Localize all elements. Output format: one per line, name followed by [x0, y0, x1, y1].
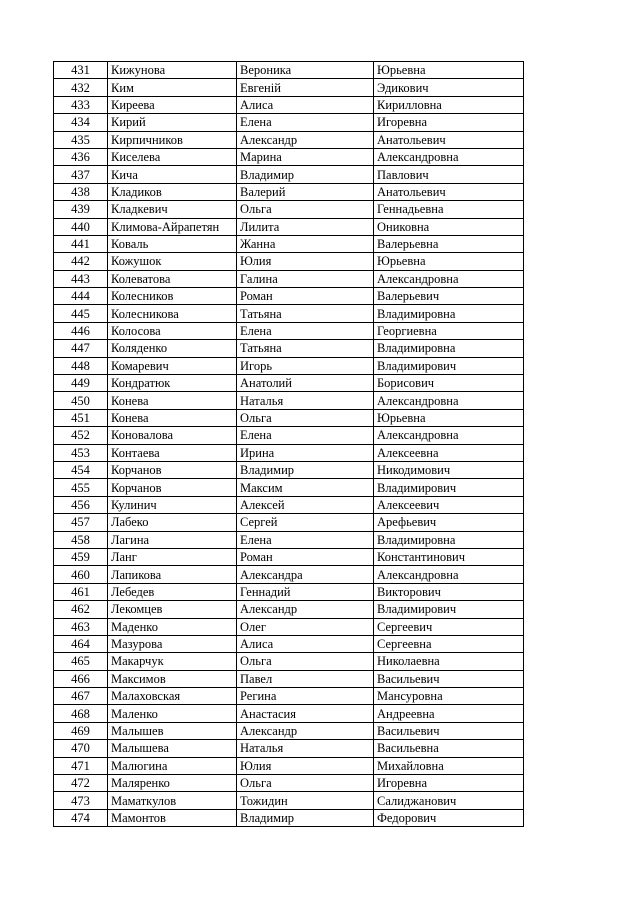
patronymic-cell: Александровна — [374, 148, 524, 165]
table-row — [54, 809, 524, 826]
table-row — [54, 618, 524, 635]
patronymic-cell: Александровна — [374, 566, 524, 583]
first-name-cell: Владимир — [237, 809, 374, 826]
patronymic-cell: Викторович — [374, 583, 524, 600]
patronymic-cell: Александровна — [374, 270, 524, 287]
table-row — [54, 566, 524, 583]
last-name-cell: Маматкулов — [108, 792, 237, 809]
first-name-cell: Алиса — [237, 96, 374, 113]
table-row — [54, 114, 524, 131]
first-name-cell: Татьяна — [237, 340, 374, 357]
first-name-cell: Вероника — [237, 62, 374, 79]
patronymic-cell: Александровна — [374, 427, 524, 444]
table-row — [54, 583, 524, 600]
table-row — [54, 166, 524, 183]
first-name-cell: Ольга — [237, 775, 374, 792]
patronymic-cell: Федорович — [374, 809, 524, 826]
row-number: 432 — [54, 79, 108, 96]
row-number: 436 — [54, 148, 108, 165]
first-name-cell: Владимир — [237, 461, 374, 478]
table-row — [54, 740, 524, 757]
last-name-cell: Ким — [108, 79, 237, 96]
patronymic-cell: Мансуровна — [374, 688, 524, 705]
table-row — [54, 427, 524, 444]
table-row — [54, 79, 524, 96]
row-number: 442 — [54, 253, 108, 270]
patronymic-cell: Алексеевич — [374, 496, 524, 513]
last-name-cell: Конева — [108, 409, 237, 426]
first-name-cell: Анатолий — [237, 375, 374, 392]
patronymic-cell: Юрьевна — [374, 409, 524, 426]
patronymic-cell: Анатольевич — [374, 131, 524, 148]
patronymic-cell: Константинович — [374, 548, 524, 565]
row-number: 456 — [54, 496, 108, 513]
last-name-cell: Кондратюк — [108, 375, 237, 392]
table-row — [54, 705, 524, 722]
first-name-cell: Роман — [237, 288, 374, 305]
patronymic-cell: Никодимович — [374, 461, 524, 478]
patronymic-cell: Ониковна — [374, 218, 524, 235]
first-name-cell: Геннадий — [237, 583, 374, 600]
last-name-cell: Киселева — [108, 148, 237, 165]
last-name-cell: Корчанов — [108, 479, 237, 496]
patronymic-cell: Борисович — [374, 375, 524, 392]
last-name-cell: Коляденко — [108, 340, 237, 357]
first-name-cell: Елена — [237, 427, 374, 444]
last-name-cell: Мазурова — [108, 635, 237, 652]
table-row — [54, 757, 524, 774]
patronymic-cell: Владимирович — [374, 357, 524, 374]
last-name-cell: Малаховская — [108, 688, 237, 705]
table-row — [54, 340, 524, 357]
first-name-cell: Алексей — [237, 496, 374, 513]
row-number: 467 — [54, 688, 108, 705]
row-number: 468 — [54, 705, 108, 722]
row-number: 469 — [54, 722, 108, 739]
row-number: 443 — [54, 270, 108, 287]
patronymic-cell: Владимирович — [374, 479, 524, 496]
last-name-cell: Кижунова — [108, 62, 237, 79]
last-name-cell: Маденко — [108, 618, 237, 635]
row-number: 458 — [54, 531, 108, 548]
last-name-cell: Контаева — [108, 444, 237, 461]
row-number: 445 — [54, 305, 108, 322]
first-name-cell: Марина — [237, 148, 374, 165]
table-row — [54, 461, 524, 478]
last-name-cell: Лабеко — [108, 514, 237, 531]
last-name-cell: Киреева — [108, 96, 237, 113]
first-name-cell: Елена — [237, 114, 374, 131]
last-name-cell: Комаревич — [108, 357, 237, 374]
patronymic-cell: Игоревна — [374, 775, 524, 792]
first-name-cell: Регина — [237, 688, 374, 705]
table-row — [54, 775, 524, 792]
table-row — [54, 218, 524, 235]
row-number: 450 — [54, 392, 108, 409]
last-name-cell: Лебедев — [108, 583, 237, 600]
last-name-cell: Кладиков — [108, 183, 237, 200]
table-row — [54, 444, 524, 461]
table-row — [54, 288, 524, 305]
first-name-cell: Павел — [237, 670, 374, 687]
row-number: 472 — [54, 775, 108, 792]
first-name-cell: Наталья — [237, 740, 374, 757]
patronymic-cell: Сергеевич — [374, 618, 524, 635]
first-name-cell: Сергей — [237, 514, 374, 531]
first-name-cell: Александр — [237, 131, 374, 148]
last-name-cell: Лагина — [108, 531, 237, 548]
row-number: 441 — [54, 235, 108, 252]
table-row — [54, 148, 524, 165]
row-number: 431 — [54, 62, 108, 79]
table-row — [54, 409, 524, 426]
row-number: 474 — [54, 809, 108, 826]
row-number: 433 — [54, 96, 108, 113]
first-name-cell: Юлия — [237, 253, 374, 270]
patronymic-cell: Владимировна — [374, 340, 524, 357]
row-number: 460 — [54, 566, 108, 583]
patronymic-cell: Михайловна — [374, 757, 524, 774]
table-row — [54, 357, 524, 374]
last-name-cell: Малышева — [108, 740, 237, 757]
row-number: 463 — [54, 618, 108, 635]
last-name-cell: Коновалова — [108, 427, 237, 444]
table-row — [54, 653, 524, 670]
patronymic-cell: Геннадьевна — [374, 201, 524, 218]
table-row — [54, 305, 524, 322]
last-name-cell: Колеватова — [108, 270, 237, 287]
patronymic-cell: Сергеевна — [374, 635, 524, 652]
row-number: 470 — [54, 740, 108, 757]
patronymic-cell: Валерьевна — [374, 235, 524, 252]
last-name-cell: Кирпичников — [108, 131, 237, 148]
last-name-cell: Колесников — [108, 288, 237, 305]
row-number: 452 — [54, 427, 108, 444]
row-number: 461 — [54, 583, 108, 600]
table-row — [54, 62, 524, 79]
table-row — [54, 514, 524, 531]
table-row — [54, 548, 524, 565]
row-number: 451 — [54, 409, 108, 426]
row-number: 464 — [54, 635, 108, 652]
table-row — [54, 322, 524, 339]
first-name-cell: Владимир — [237, 166, 374, 183]
last-name-cell: Корчанов — [108, 461, 237, 478]
patronymic-cell: Андреевна — [374, 705, 524, 722]
table-row — [54, 375, 524, 392]
first-name-cell: Наталья — [237, 392, 374, 409]
last-name-cell: Кладкевич — [108, 201, 237, 218]
table-row — [54, 601, 524, 618]
table-row — [54, 670, 524, 687]
row-number: 473 — [54, 792, 108, 809]
row-number: 444 — [54, 288, 108, 305]
first-name-cell: Евгеній — [237, 79, 374, 96]
patronymic-cell: Николаевна — [374, 653, 524, 670]
first-name-cell: Игорь — [237, 357, 374, 374]
last-name-cell: Маленко — [108, 705, 237, 722]
last-name-cell: Мамонтов — [108, 809, 237, 826]
first-name-cell: Алиса — [237, 635, 374, 652]
first-name-cell: Татьяна — [237, 305, 374, 322]
last-name-cell: Лапикова — [108, 566, 237, 583]
row-number: 448 — [54, 357, 108, 374]
first-name-cell: Валерий — [237, 183, 374, 200]
first-name-cell: Анастасия — [237, 705, 374, 722]
first-name-cell: Лилита — [237, 218, 374, 235]
roster-body — [54, 62, 524, 827]
table-row — [54, 183, 524, 200]
row-number: 455 — [54, 479, 108, 496]
first-name-cell: Тожидин — [237, 792, 374, 809]
first-name-cell: Галина — [237, 270, 374, 287]
last-name-cell: Колесникова — [108, 305, 237, 322]
table-row — [54, 635, 524, 652]
row-number: 466 — [54, 670, 108, 687]
patronymic-cell: Арефьевич — [374, 514, 524, 531]
last-name-cell: Маляренко — [108, 775, 237, 792]
last-name-cell: Ланг — [108, 548, 237, 565]
row-number: 457 — [54, 514, 108, 531]
patronymic-cell: Владимировна — [374, 531, 524, 548]
first-name-cell: Александра — [237, 566, 374, 583]
table-row — [54, 131, 524, 148]
last-name-cell: Малюгина — [108, 757, 237, 774]
last-name-cell: Кулинич — [108, 496, 237, 513]
first-name-cell: Александр — [237, 601, 374, 618]
row-number: 453 — [54, 444, 108, 461]
last-name-cell: Кожушок — [108, 253, 237, 270]
patronymic-cell: Юрьевна — [374, 253, 524, 270]
patronymic-cell: Валерьевич — [374, 288, 524, 305]
row-number: 440 — [54, 218, 108, 235]
table-row — [54, 479, 524, 496]
table-row — [54, 531, 524, 548]
row-number: 465 — [54, 653, 108, 670]
row-number: 447 — [54, 340, 108, 357]
patronymic-cell: Анатольевич — [374, 183, 524, 200]
first-name-cell: Ольга — [237, 409, 374, 426]
first-name-cell: Елена — [237, 322, 374, 339]
patronymic-cell: Павлович — [374, 166, 524, 183]
last-name-cell: Кирий — [108, 114, 237, 131]
patronymic-cell: Алексеевна — [374, 444, 524, 461]
row-number: 438 — [54, 183, 108, 200]
patronymic-cell: Владимировна — [374, 305, 524, 322]
first-name-cell: Жанна — [237, 235, 374, 252]
row-number: 459 — [54, 548, 108, 565]
row-number: 434 — [54, 114, 108, 131]
table-row — [54, 96, 524, 113]
first-name-cell: Александр — [237, 722, 374, 739]
table-row — [54, 235, 524, 252]
first-name-cell: Юлия — [237, 757, 374, 774]
first-name-cell: Максим — [237, 479, 374, 496]
last-name-cell: Колосова — [108, 322, 237, 339]
first-name-cell: Ольга — [237, 653, 374, 670]
first-name-cell: Ольга — [237, 201, 374, 218]
patronymic-cell: Эдикович — [374, 79, 524, 96]
patronymic-cell: Васильевич — [374, 722, 524, 739]
table-row — [54, 792, 524, 809]
patronymic-cell: Юрьевна — [374, 62, 524, 79]
row-number: 449 — [54, 375, 108, 392]
table-row — [54, 392, 524, 409]
last-name-cell: Малышев — [108, 722, 237, 739]
first-name-cell: Олег — [237, 618, 374, 635]
last-name-cell: Коваль — [108, 235, 237, 252]
patronymic-cell: Кирилловна — [374, 96, 524, 113]
patronymic-cell: Васильевич — [374, 670, 524, 687]
row-number: 446 — [54, 322, 108, 339]
table-row — [54, 270, 524, 287]
patronymic-cell: Васильевна — [374, 740, 524, 757]
patronymic-cell: Салиджанович — [374, 792, 524, 809]
row-number: 462 — [54, 601, 108, 618]
last-name-cell: Кича — [108, 166, 237, 183]
row-number: 454 — [54, 461, 108, 478]
patronymic-cell: Георгиевна — [374, 322, 524, 339]
table-row — [54, 201, 524, 218]
first-name-cell: Ирина — [237, 444, 374, 461]
patronymic-cell: Игоревна — [374, 114, 524, 131]
table-row — [54, 722, 524, 739]
last-name-cell: Климова-Айрапетян — [108, 218, 237, 235]
first-name-cell: Роман — [237, 548, 374, 565]
row-number: 471 — [54, 757, 108, 774]
table-row — [54, 688, 524, 705]
last-name-cell: Лекомцев — [108, 601, 237, 618]
table-row — [54, 253, 524, 270]
last-name-cell: Конева — [108, 392, 237, 409]
roster-table — [53, 61, 524, 827]
first-name-cell: Елена — [237, 531, 374, 548]
last-name-cell: Максимов — [108, 670, 237, 687]
row-number: 439 — [54, 201, 108, 218]
row-number: 435 — [54, 131, 108, 148]
table-row — [54, 496, 524, 513]
patronymic-cell: Владимирович — [374, 601, 524, 618]
patronymic-cell: Александровна — [374, 392, 524, 409]
last-name-cell: Макарчук — [108, 653, 237, 670]
row-number: 437 — [54, 166, 108, 183]
